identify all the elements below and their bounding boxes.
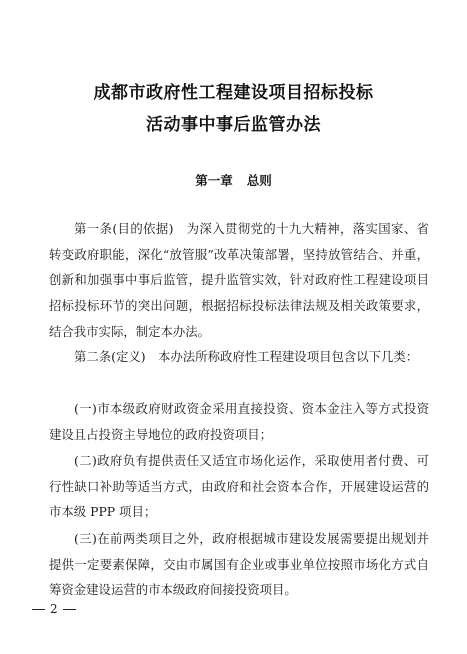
document-title-line2: 活动事中事后监管办法 — [146, 115, 321, 135]
page-footer — [32, 602, 76, 616]
chapter-label: 第一章 — [195, 173, 233, 188]
chapter-heading — [0, 171, 467, 189]
paragraph-item-2 — [49, 448, 429, 525]
footer-dash-left — [32, 609, 45, 610]
paragraph-text: (一)市本级政府财政资金采用直接投资、资本金注入等方式投资建设且占投资主导地位的政府投资项目； — [49, 401, 429, 442]
document-title-line1: 成都市政府性工程建设项目招标投标 — [93, 83, 374, 103]
paragraph-article-1 — [49, 216, 429, 345]
paragraph-text: (三)在前两类项目之外，政府根据城市建设发展需要提出规划并提供一定要素保障，交由市属国有企业或事业单位按照市场化方式自筹资金建设运营的市本级政府间接投资项目。 — [49, 531, 429, 598]
paragraph-article-2 — [49, 344, 429, 370]
paragraph-text: (二)政府负有提供责任又适宜市场化运作，采取使用者付费、可行性缺口补助等适当方式，由政府和社会资本合作，开展建设运营的市本级 PPP 项目； — [49, 453, 429, 520]
paragraph-item-1 — [49, 396, 429, 447]
paragraph-item-3 — [49, 526, 429, 603]
paragraph-text: 第一条(目的依据) 为深入贯彻党的十九大精神，落实国家、省转变政府职能，深化“放管服”改革决策部署，坚持放管结合、并重，创新和加强事中事后监管，提升监管实效，针对政府性工程建设项目招标投标环节的突出问题，根据招标投标法律法规及相关政策要求，结合我市实际，制定本办法。 — [49, 221, 429, 339]
page-number: 2 — [50, 602, 58, 616]
footer-dash-right — [63, 609, 76, 610]
chapter-name: 总则 — [246, 173, 272, 188]
paragraph-text: 第二条(定义) 本办法所称政府性工程建设项目包含以下几类： — [74, 349, 419, 364]
